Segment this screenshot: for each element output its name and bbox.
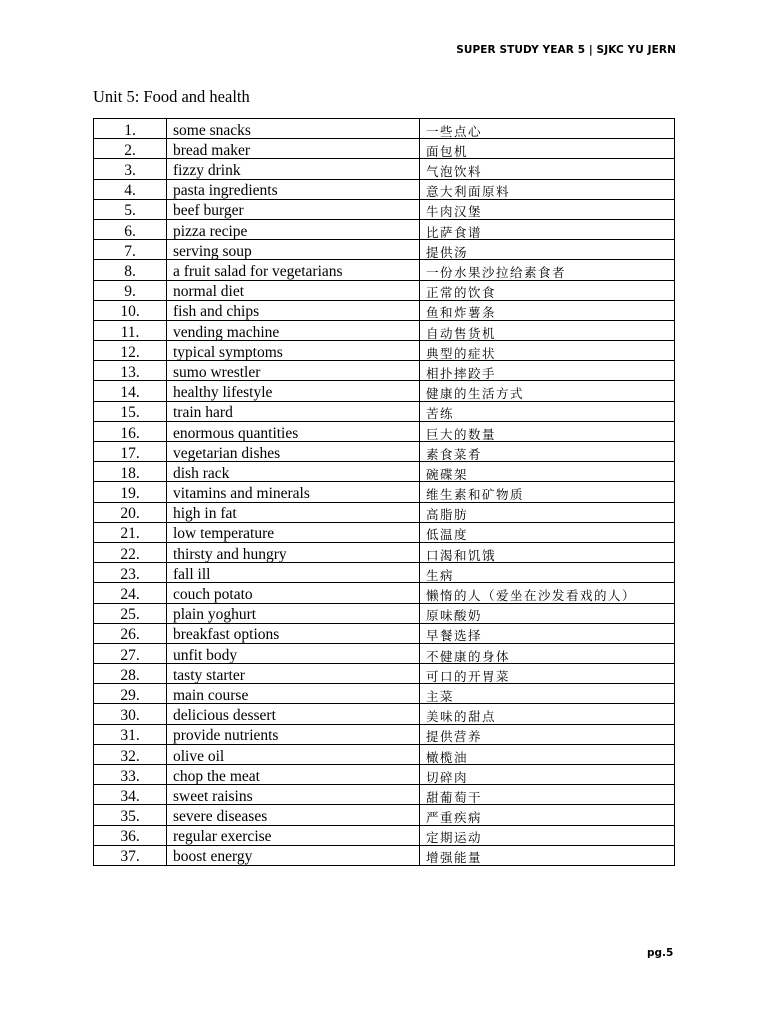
english-term: unfit body [167, 643, 420, 663]
page-title: Unit 5: Food and health [93, 87, 250, 106]
row-number: 22. [94, 542, 167, 562]
row-number: 2. [94, 139, 167, 159]
english-term: plain yoghurt [167, 603, 420, 623]
row-number: 33. [94, 765, 167, 785]
english-term: severe diseases [167, 805, 420, 825]
chinese-translation: 意大利面原料 [420, 179, 675, 199]
chinese-translation: 提供营养 [420, 724, 675, 744]
english-term: a fruit salad for vegetarians [167, 260, 420, 280]
table-row [94, 139, 675, 159]
row-number: 20. [94, 502, 167, 522]
table-row [94, 724, 675, 744]
row-number: 32. [94, 744, 167, 764]
chinese-translation: 早餐选择 [420, 623, 675, 643]
english-term: couch potato [167, 583, 420, 603]
row-number: 15. [94, 401, 167, 421]
row-number: 14. [94, 381, 167, 401]
table-row [94, 280, 675, 300]
english-term: fizzy drink [167, 159, 420, 179]
chinese-translation: 气泡饮料 [420, 159, 675, 179]
table-row [94, 300, 675, 320]
row-number: 9. [94, 280, 167, 300]
table-row [94, 805, 675, 825]
english-term: olive oil [167, 744, 420, 764]
chinese-translation: 懒惰的人（爱坐在沙发看戏的人） [420, 583, 675, 603]
row-number: 26. [94, 623, 167, 643]
english-term: healthy lifestyle [167, 381, 420, 401]
english-term: fall ill [167, 563, 420, 583]
row-number: 21. [94, 522, 167, 542]
table-row [94, 119, 675, 139]
english-term: breakfast options [167, 623, 420, 643]
table-row [94, 664, 675, 684]
table-row [94, 845, 675, 865]
table-row [94, 623, 675, 643]
row-number: 35. [94, 805, 167, 825]
chinese-translation: 切碎肉 [420, 765, 675, 785]
table-row [94, 583, 675, 603]
row-number: 6. [94, 219, 167, 239]
table-row [94, 219, 675, 239]
table-row [94, 199, 675, 219]
table-row [94, 240, 675, 260]
english-term: chop the meat [167, 765, 420, 785]
table-row [94, 361, 675, 381]
english-term: some snacks [167, 119, 420, 139]
english-term: normal diet [167, 280, 420, 300]
table-row [94, 401, 675, 421]
chinese-translation: 定期运动 [420, 825, 675, 845]
chinese-translation: 碗碟架 [420, 462, 675, 482]
english-term: provide nutrients [167, 724, 420, 744]
english-term: bread maker [167, 139, 420, 159]
table-row [94, 179, 675, 199]
row-number: 37. [94, 845, 167, 865]
chinese-translation: 增强能量 [420, 845, 675, 865]
chinese-translation: 提供汤 [420, 240, 675, 260]
vocabulary-table [93, 118, 675, 866]
row-number: 16. [94, 421, 167, 441]
row-number: 19. [94, 482, 167, 502]
row-number: 13. [94, 361, 167, 381]
table-row [94, 563, 675, 583]
chinese-translation: 自动售货机 [420, 320, 675, 340]
page-number: pg.5 [647, 947, 674, 959]
english-term: thirsty and hungry [167, 542, 420, 562]
row-number: 4. [94, 179, 167, 199]
chinese-translation: 牛肉汉堡 [420, 199, 675, 219]
chinese-translation: 生病 [420, 563, 675, 583]
table-row [94, 542, 675, 562]
table-row [94, 260, 675, 280]
table-row [94, 643, 675, 663]
row-number: 5. [94, 199, 167, 219]
chinese-translation: 甜葡萄干 [420, 785, 675, 805]
row-number: 12. [94, 341, 167, 361]
page-header: SUPER STUDY YEAR 5 | SJKC YU JERN [456, 44, 676, 56]
table-row [94, 684, 675, 704]
english-term: fish and chips [167, 300, 420, 320]
english-term: boost energy [167, 845, 420, 865]
chinese-translation: 主菜 [420, 684, 675, 704]
chinese-translation: 一些点心 [420, 119, 675, 139]
table-row [94, 381, 675, 401]
english-term: vending machine [167, 320, 420, 340]
row-number: 24. [94, 583, 167, 603]
row-number: 28. [94, 664, 167, 684]
table-row [94, 159, 675, 179]
english-term: serving soup [167, 240, 420, 260]
table-row [94, 482, 675, 502]
english-term: train hard [167, 401, 420, 421]
chinese-translation: 严重疾病 [420, 805, 675, 825]
chinese-translation: 低温度 [420, 522, 675, 542]
english-term: vegetarian dishes [167, 442, 420, 462]
chinese-translation: 美味的甜点 [420, 704, 675, 724]
english-term: delicious dessert [167, 704, 420, 724]
chinese-translation: 橄榄油 [420, 744, 675, 764]
vocabulary-table-body [94, 119, 675, 866]
table-row [94, 421, 675, 441]
chinese-translation: 典型的症状 [420, 341, 675, 361]
english-term: dish rack [167, 462, 420, 482]
chinese-translation: 面包机 [420, 139, 675, 159]
row-number: 25. [94, 603, 167, 623]
chinese-translation: 高脂肪 [420, 502, 675, 522]
table-row [94, 744, 675, 764]
row-number: 7. [94, 240, 167, 260]
chinese-translation: 维生素和矿物质 [420, 482, 675, 502]
row-number: 27. [94, 643, 167, 663]
chinese-translation: 健康的生活方式 [420, 381, 675, 401]
english-term: high in fat [167, 502, 420, 522]
chinese-translation: 相扑摔跤手 [420, 361, 675, 381]
table-row [94, 825, 675, 845]
english-term: low temperature [167, 522, 420, 542]
row-number: 34. [94, 785, 167, 805]
english-term: main course [167, 684, 420, 704]
chinese-translation: 正常的饮食 [420, 280, 675, 300]
row-number: 8. [94, 260, 167, 280]
english-term: enormous quantities [167, 421, 420, 441]
chinese-translation: 鱼和炸薯条 [420, 300, 675, 320]
chinese-translation: 口渴和饥饿 [420, 542, 675, 562]
chinese-translation: 原味酸奶 [420, 603, 675, 623]
chinese-translation: 一份水果沙拉给素食者 [420, 260, 675, 280]
row-number: 17. [94, 442, 167, 462]
table-row [94, 785, 675, 805]
row-number: 29. [94, 684, 167, 704]
english-term: sweet raisins [167, 785, 420, 805]
table-row [94, 522, 675, 542]
english-term: sumo wrestler [167, 361, 420, 381]
table-row [94, 320, 675, 340]
table-row [94, 442, 675, 462]
table-row [94, 341, 675, 361]
table-row [94, 462, 675, 482]
table-row [94, 765, 675, 785]
english-term: typical symptoms [167, 341, 420, 361]
chinese-translation: 素食菜肴 [420, 442, 675, 462]
table-row [94, 704, 675, 724]
english-term: pasta ingredients [167, 179, 420, 199]
chinese-translation: 可口的开胃菜 [420, 664, 675, 684]
table-row [94, 502, 675, 522]
english-term: regular exercise [167, 825, 420, 845]
row-number: 30. [94, 704, 167, 724]
chinese-translation: 巨大的数量 [420, 421, 675, 441]
row-number: 3. [94, 159, 167, 179]
table-row [94, 603, 675, 623]
english-term: pizza recipe [167, 219, 420, 239]
row-number: 23. [94, 563, 167, 583]
row-number: 1. [94, 119, 167, 139]
english-term: vitamins and minerals [167, 482, 420, 502]
row-number: 18. [94, 462, 167, 482]
row-number: 31. [94, 724, 167, 744]
chinese-translation: 不健康的身体 [420, 643, 675, 663]
chinese-translation: 苦练 [420, 401, 675, 421]
english-term: beef burger [167, 199, 420, 219]
row-number: 11. [94, 320, 167, 340]
row-number: 36. [94, 825, 167, 845]
row-number: 10. [94, 300, 167, 320]
english-term: tasty starter [167, 664, 420, 684]
chinese-translation: 比萨食谱 [420, 219, 675, 239]
